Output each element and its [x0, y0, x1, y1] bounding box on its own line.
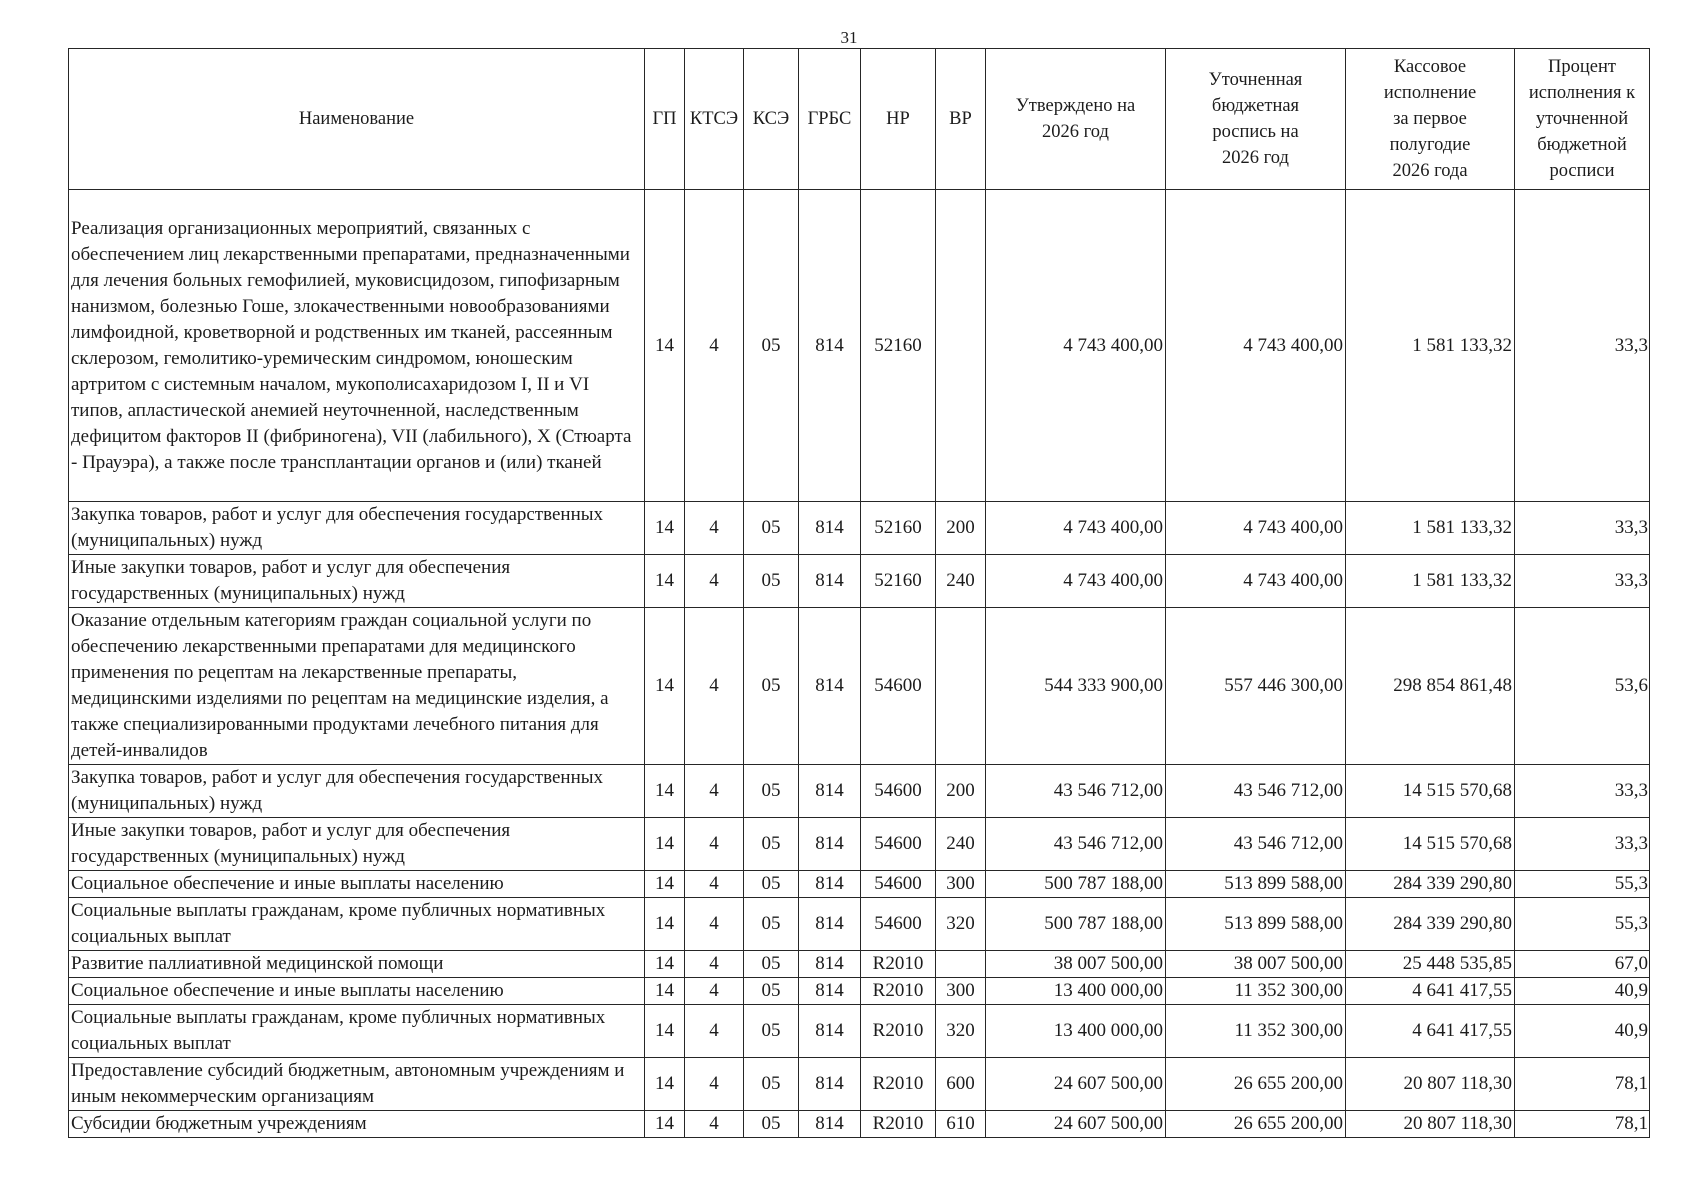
table-row	[69, 871, 1650, 898]
row-cash: 1 581 133,32	[1346, 555, 1515, 608]
row-nr: R2010	[861, 1005, 936, 1058]
table-row	[69, 951, 1650, 978]
row-name: Социальное обеспечение и иные выплаты населению	[69, 871, 645, 898]
row-grbs: 814	[799, 978, 861, 1005]
row-grbs: 814	[799, 1005, 861, 1058]
row-refined: 4 743 400,00	[1166, 502, 1346, 555]
row-name: Социальные выплаты гражданам, кроме публичных нормативных социальных выплат	[69, 1005, 645, 1058]
table-body	[69, 190, 1650, 1138]
row-vr: 610	[936, 1111, 986, 1138]
header-percent: Процент исполнения к уточненной бюджетной росписи	[1515, 49, 1650, 190]
header-refined: Уточненная бюджетная роспись на 2026 год	[1166, 49, 1346, 190]
header-gp: ГП	[645, 49, 685, 190]
table-row	[69, 608, 1650, 765]
row-name: Развитие паллиативной медицинской помощи	[69, 951, 645, 978]
row-kse: 05	[744, 871, 799, 898]
row-ktse: 4	[685, 765, 744, 818]
table-row	[69, 555, 1650, 608]
row-ktse: 4	[685, 818, 744, 871]
row-vr: 240	[936, 555, 986, 608]
row-refined: 513 899 588,00	[1166, 898, 1346, 951]
row-cash: 20 807 118,30	[1346, 1111, 1515, 1138]
row-name: Социальное обеспечение и иные выплаты населению	[69, 978, 645, 1005]
header-kse: КСЭ	[744, 49, 799, 190]
row-percent: 78,1	[1515, 1111, 1650, 1138]
row-nr: 54600	[861, 898, 936, 951]
row-cash: 25 448 535,85	[1346, 951, 1515, 978]
row-gp: 14	[645, 765, 685, 818]
row-name: Оказание отдельным категориям граждан социальной услуги по обеспечению лекарственными препаратами для медицинского применения по рецептам на лекарственные препараты, медицинскими изделиями по рецептам на медицинские изделия, а также специализированными продуктами лечебного питания для детей-инвалидов	[69, 608, 645, 765]
row-refined: 43 546 712,00	[1166, 818, 1346, 871]
row-gp: 14	[645, 190, 685, 502]
row-ktse: 4	[685, 1058, 744, 1111]
row-name: Иные закупки товаров, работ и услуг для обеспечения государственных (муниципальных) нужд	[69, 818, 645, 871]
row-refined: 557 446 300,00	[1166, 608, 1346, 765]
row-name: Социальные выплаты гражданам, кроме публичных нормативных социальных выплат	[69, 898, 645, 951]
row-refined: 4 743 400,00	[1166, 555, 1346, 608]
row-ktse: 4	[685, 951, 744, 978]
row-gp: 14	[645, 555, 685, 608]
row-kse: 05	[744, 765, 799, 818]
row-approved: 4 743 400,00	[986, 502, 1166, 555]
row-kse: 05	[744, 898, 799, 951]
row-grbs: 814	[799, 555, 861, 608]
table-row	[69, 818, 1650, 871]
row-percent: 55,3	[1515, 871, 1650, 898]
row-cash: 14 515 570,68	[1346, 765, 1515, 818]
row-cash: 4 641 417,55	[1346, 1005, 1515, 1058]
row-ktse: 4	[685, 190, 744, 502]
row-approved: 38 007 500,00	[986, 951, 1166, 978]
row-approved: 43 546 712,00	[986, 765, 1166, 818]
row-nr: 54600	[861, 871, 936, 898]
row-gp: 14	[645, 898, 685, 951]
row-cash: 14 515 570,68	[1346, 818, 1515, 871]
row-approved: 500 787 188,00	[986, 871, 1166, 898]
row-ktse: 4	[685, 871, 744, 898]
row-gp: 14	[645, 502, 685, 555]
row-percent: 53,6	[1515, 608, 1650, 765]
row-kse: 05	[744, 1111, 799, 1138]
row-nr: R2010	[861, 951, 936, 978]
row-refined: 43 546 712,00	[1166, 765, 1346, 818]
row-percent: 33,3	[1515, 555, 1650, 608]
header-name: Наименование	[69, 49, 645, 190]
row-grbs: 814	[799, 765, 861, 818]
row-kse: 05	[744, 555, 799, 608]
page-number: 31	[840, 28, 858, 47]
header-nr: НР	[861, 49, 936, 190]
row-cash: 284 339 290,80	[1346, 898, 1515, 951]
table-row	[69, 502, 1650, 555]
row-name: Иные закупки товаров, работ и услуг для обеспечения государственных (муниципальных) нужд	[69, 555, 645, 608]
row-approved: 13 400 000,00	[986, 978, 1166, 1005]
row-cash: 298 854 861,48	[1346, 608, 1515, 765]
row-nr: 52160	[861, 502, 936, 555]
row-grbs: 814	[799, 951, 861, 978]
table-row	[69, 898, 1650, 951]
header-approved: Утверждено на 2026 год	[986, 49, 1166, 190]
row-kse: 05	[744, 951, 799, 978]
row-approved: 13 400 000,00	[986, 1005, 1166, 1058]
row-refined: 513 899 588,00	[1166, 871, 1346, 898]
row-ktse: 4	[685, 1005, 744, 1058]
row-refined: 38 007 500,00	[1166, 951, 1346, 978]
row-percent: 33,3	[1515, 818, 1650, 871]
row-gp: 14	[645, 951, 685, 978]
header-ktse: КТСЭ	[685, 49, 744, 190]
row-nr: R2010	[861, 1111, 936, 1138]
row-refined: 4 743 400,00	[1166, 190, 1346, 502]
row-percent: 33,3	[1515, 765, 1650, 818]
row-vr	[936, 190, 986, 502]
row-cash: 20 807 118,30	[1346, 1058, 1515, 1111]
row-grbs: 814	[799, 608, 861, 765]
row-name: Реализация организационных мероприятий, связанных с обеспечением лиц лекарственными препаратами, предназначенными для лечения больных гемофилией, муковисцидозом, гипофизарным нанизмом, болезнью Гоше, злокачественными новообразованиями лимфоидной, кроветворной и родственных им тканей, рассеянным склерозом, гемолитико-уремическим синдромом, юношеским артритом с системным началом, мукополисахаридозом I, II и VI типов, апластической анемией неуточненной, наследственным дефицитом факторов II (фибриногена), VII (лабильного), X (Стюарта - Прауэра), а также после трансплантации органов и (или) тканей	[69, 190, 645, 502]
row-kse: 05	[744, 978, 799, 1005]
row-kse: 05	[744, 190, 799, 502]
row-cash: 4 641 417,55	[1346, 978, 1515, 1005]
row-gp: 14	[645, 818, 685, 871]
row-name: Закупка товаров, работ и услуг для обеспечения государственных (муниципальных) нужд	[69, 502, 645, 555]
row-nr: 54600	[861, 818, 936, 871]
header-vr: ВР	[936, 49, 986, 190]
row-grbs: 814	[799, 818, 861, 871]
row-kse: 05	[744, 1058, 799, 1111]
row-approved: 24 607 500,00	[986, 1111, 1166, 1138]
row-name: Предоставление субсидий бюджетным, автономным учреждениям и иным некоммерческим организациям	[69, 1058, 645, 1111]
row-vr	[936, 608, 986, 765]
row-refined: 26 655 200,00	[1166, 1111, 1346, 1138]
row-name: Субсидии бюджетным учреждениям	[69, 1111, 645, 1138]
row-gp: 14	[645, 978, 685, 1005]
row-ktse: 4	[685, 608, 744, 765]
table-row	[69, 978, 1650, 1005]
row-grbs: 814	[799, 871, 861, 898]
header-grbs: ГРБС	[799, 49, 861, 190]
row-approved: 4 743 400,00	[986, 555, 1166, 608]
row-percent: 33,3	[1515, 502, 1650, 555]
row-approved: 43 546 712,00	[986, 818, 1166, 871]
row-gp: 14	[645, 871, 685, 898]
row-vr: 300	[936, 978, 986, 1005]
row-kse: 05	[744, 502, 799, 555]
row-grbs: 814	[799, 1111, 861, 1138]
row-vr: 240	[936, 818, 986, 871]
table-row	[69, 765, 1650, 818]
row-kse: 05	[744, 608, 799, 765]
table-row	[69, 1058, 1650, 1111]
row-grbs: 814	[799, 898, 861, 951]
row-nr: R2010	[861, 978, 936, 1005]
row-ktse: 4	[685, 502, 744, 555]
table-row	[69, 1005, 1650, 1058]
row-cash: 1 581 133,32	[1346, 502, 1515, 555]
row-grbs: 814	[799, 502, 861, 555]
row-nr: 54600	[861, 765, 936, 818]
row-approved: 500 787 188,00	[986, 898, 1166, 951]
row-grbs: 814	[799, 1058, 861, 1111]
row-percent: 40,9	[1515, 978, 1650, 1005]
header-row	[69, 49, 1650, 190]
header-cash: Кассовое исполнение за первое полугодие 2026 года	[1346, 49, 1515, 190]
row-percent: 55,3	[1515, 898, 1650, 951]
row-nr: 52160	[861, 190, 936, 502]
row-kse: 05	[744, 818, 799, 871]
row-approved: 24 607 500,00	[986, 1058, 1166, 1111]
row-name: Закупка товаров, работ и услуг для обеспечения государственных (муниципальных) нужд	[69, 765, 645, 818]
row-gp: 14	[645, 608, 685, 765]
row-cash: 284 339 290,80	[1346, 871, 1515, 898]
row-vr: 320	[936, 1005, 986, 1058]
table-row	[69, 190, 1650, 502]
row-refined: 26 655 200,00	[1166, 1058, 1346, 1111]
row-refined: 11 352 300,00	[1166, 978, 1346, 1005]
row-ktse: 4	[685, 898, 744, 951]
row-nr: R2010	[861, 1058, 936, 1111]
row-approved: 4 743 400,00	[986, 190, 1166, 502]
row-vr: 300	[936, 871, 986, 898]
row-percent: 40,9	[1515, 1005, 1650, 1058]
row-kse: 05	[744, 1005, 799, 1058]
row-gp: 14	[645, 1058, 685, 1111]
table-header	[69, 49, 1650, 190]
row-gp: 14	[645, 1005, 685, 1058]
row-nr: 54600	[861, 608, 936, 765]
row-cash: 1 581 133,32	[1346, 190, 1515, 502]
row-refined: 11 352 300,00	[1166, 1005, 1346, 1058]
row-percent: 67,0	[1515, 951, 1650, 978]
row-grbs: 814	[799, 190, 861, 502]
row-gp: 14	[645, 1111, 685, 1138]
row-approved: 544 333 900,00	[986, 608, 1166, 765]
budget-execution-table	[68, 48, 1650, 1138]
row-vr	[936, 951, 986, 978]
table-row	[69, 1111, 1650, 1138]
row-ktse: 4	[685, 1111, 744, 1138]
row-percent: 78,1	[1515, 1058, 1650, 1111]
row-vr: 320	[936, 898, 986, 951]
row-ktse: 4	[685, 978, 744, 1005]
row-nr: 52160	[861, 555, 936, 608]
row-vr: 200	[936, 765, 986, 818]
row-vr: 200	[936, 502, 986, 555]
row-percent: 33,3	[1515, 190, 1650, 502]
row-vr: 600	[936, 1058, 986, 1111]
row-ktse: 4	[685, 555, 744, 608]
